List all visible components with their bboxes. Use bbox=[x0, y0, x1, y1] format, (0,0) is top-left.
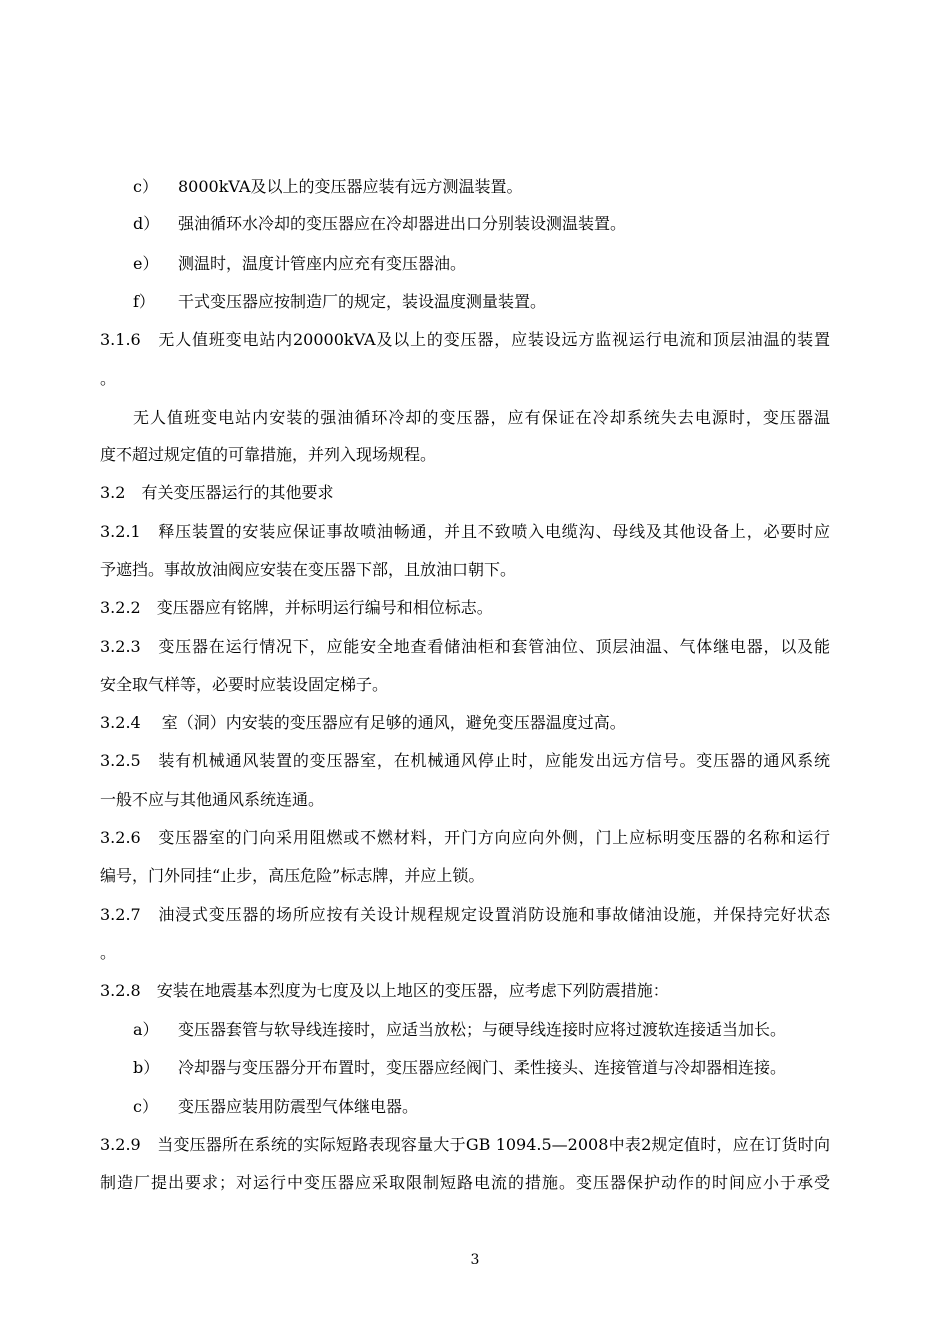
list-item-label: e） bbox=[133, 254, 159, 273]
list-item-text: 干式变压器应按制造厂的规定，装设温度测量装置。 bbox=[178, 292, 547, 311]
page-number: 3 bbox=[470, 1252, 480, 1268]
list-item-text: 变压器应装用防震型气体继电器。 bbox=[178, 1097, 419, 1116]
list-item-text: 冷却器与变压器分开布置时，变压器应经阀门、柔性接头、连接管道与冷却器相连接。 bbox=[178, 1058, 787, 1077]
list-item-text: 变压器套管与软导线连接时，应适当放松；与硬导线连接时应将过渡软连接适当加长。 bbox=[178, 1020, 787, 1039]
list-item-text: 8000kVA及以上的变压器应装有远方测温装置。 bbox=[178, 177, 523, 196]
list-item-label: a） bbox=[133, 1020, 159, 1039]
list-item-label: c） bbox=[133, 177, 158, 196]
document-page: c） 8000kVA及以上的变压器应装有远方测温装置。 d） 强油循环水冷却的变压器应在冷却器进出口分别装设测温装置。 e） 测温时，温度计管座内应充有变压器油。 f） 干式变压器应按制造厂的规定，装设温度测量装置。 3.1.6 无人值班变电站内20000kVA及以上的变压器，应装设远方监视运行电流和顶层油温的装置 。 无人值班变电站内安装的强油循环冷却的变压器，应有保证在冷却系统失去电源时，变压器温 度不超过规定值的可靠措施，并列入现场规程。 3.2 有关变压器运行的其他要求 3.2.1 释压装置的安装应保证事故喷油畅通，并且不致喷入电缆沟、母线及其他设备上，必要时应 予遮挡。事故放油阀应安装在变压器下部，且放油口朝下。 3.2.2 变压器应有铭牌，并标明运行编号和相位标志。 3.2.3 变压器在运行情况下，应能安全地查看储油柜和套管油位、顶层油温、气体继电器，以及能 安全取气样等，必要时应装设固定梯子。 3.2.4 室（洞）内安装的变压器应有足够的通风，避免变压器温度过高。 3.2.5 装有机械通风装置的变压器室，在机械通风停止时，应能发出远方信号。变压器的通风系统 一般不应与其他通风系统连通。 3.2.6 变压器室的门向采用阻燃或不燃材料，开门方向应向外侧，门上应标明变压器的名称和运行 编号，门外同挂“止步，高压危险”标志牌，并应上锁。 3.2.7 油浸式变压器的场所应按有关设计规程规定设置消防设施和事故储油设施，并保持完好状态 。 3.2.8 安装在地震基本烈度为七度及以上地区的变压器，应考虑下列防震措施： a） 变压器套管与软导线连接时，应适当放松；与硬导线连接时应将过渡软连接适当加长。 b） 冷却器与变压器分开布置时，变压器应经阀门、柔性接头、连接管道与冷却器相连接。 c） 变压器应装用防震型气体继电器。 3.2.9 当变压器所在系统的实际短路表现容量大于GB 1094.5—2008中表2规定值时，应在订货时向 制造厂提出要求；对运行中变压器应采取限制短路电流的措施。变压器保护动作的时间应小于承受 3 bbox=[0, 0, 950, 1344]
list-item-label: f） bbox=[133, 292, 155, 311]
list-item-text: 强油循环水冷却的变压器应在冷却器进出口分别装设测温装置。 bbox=[178, 214, 627, 233]
list-item-label: d） bbox=[133, 214, 160, 233]
list-item-label: c） bbox=[133, 1097, 158, 1116]
list-item-text: 测温时，温度计管座内应充有变压器油。 bbox=[178, 254, 467, 273]
list-item-label: b） bbox=[133, 1058, 160, 1077]
